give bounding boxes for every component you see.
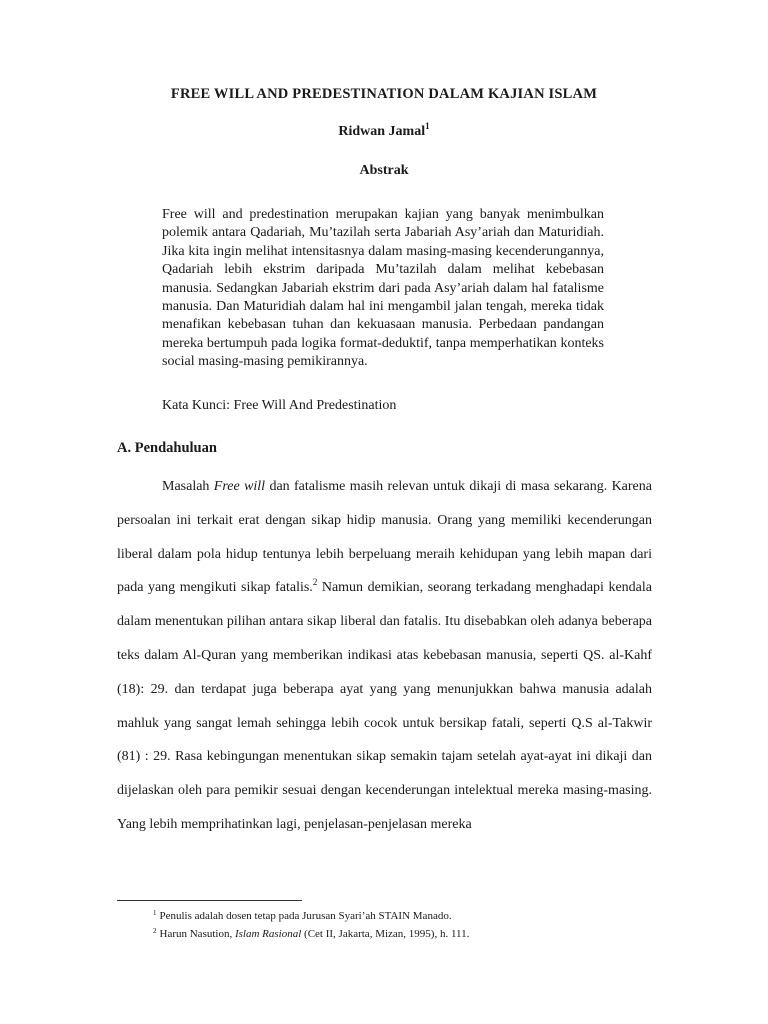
paper-title: FREE WILL AND PREDESTINATION DALAM KAJIAN ISLAM xyxy=(170,86,598,102)
footnote-1 xyxy=(153,906,469,924)
footnote-marker: 1 xyxy=(153,909,157,917)
footnote-text: Harun Nasution, xyxy=(159,927,235,940)
author-footnote-marker[interactable]: 1 xyxy=(425,121,430,131)
section-heading: A. Pendahuluan xyxy=(117,440,217,456)
author-name: Ridwan Jamal xyxy=(338,124,426,139)
body-paragraph xyxy=(117,470,652,842)
footnote-divider xyxy=(117,900,302,901)
body-text-part: Namun demikian, seorang terkadang menghadapi kendala dalam menentukan pilihan antara sikap liberal dan fatalis. Itu disebabkan oleh adanya beberapa teks dalam Al-Quran yang memberikan indikasi atas kebebasan manusia, seperti QS. al-Kahf (18): 29. dan terdapat juga beberapa ayat yang yang menunjukkan bahwa manusia adalah mahluk yang sangat lemah sehingga lebih cocok untuk bersikap fatali, seperti Q.S al-Takwir (81) : 29. Rasa kebingungan menentukan sikap semakin tajam setelah ayat-ayat ini dikaji dan dijelaskan oleh para pemikir sesuai dengan kecenderungan intelektual mereka masing-masing. Yang lebih memprihatinkan lagi, penjelasan-penjelasan mereka xyxy=(117,580,652,832)
footnote-reference[interactable]: 2 xyxy=(312,577,318,588)
footnote-2 xyxy=(153,924,469,942)
footnotes xyxy=(153,906,469,941)
footnote-book-title: Islam Rasional xyxy=(234,927,302,940)
footnote-text: (Cet II, Jakarta, Mizan, 1995), h. 111. xyxy=(301,927,470,940)
footnote-text: Penulis adalah dosen tetap pada Jurusan Syari’ah STAIN Manado. xyxy=(159,910,452,922)
abstract-heading: Abstrak xyxy=(359,163,409,178)
body-text-part: dan fatalisme masih relevan untuk dikaji di masa sekarang. Karena persoalan ini terkait erat dengan sikap hidip manusia. Orang yang memiliki kecenderungan liberal dalam pola hidup tentunya lebih berpeluang meraih kehidupan yang lebih mapan dari pada yang mengikuti sikap fatalis. xyxy=(117,479,652,596)
author-line xyxy=(0,121,768,140)
keywords: Kata Kunci: Free Will And Predestination xyxy=(162,398,397,413)
body-text-part: Masalah xyxy=(162,479,214,494)
abstract-text: Free will and predestination merupakan kajian yang banyak menimbulkan polemik antara Qadariah, Mu’tazilah serta Jabariah Asy’ariah dan Maturidiah. Jika kita ingin melihat intensitasnya dalam masing-masing kecenderungannya, Qadariah lebih ekstrim daripada Mu’tazilah dalam melihat kebebasan manusia. Sedangkan Jabariah ekstrim dari pada Asy’ariah dalam hal fatalisme manusia. Dan Maturidiah dalam hal ini mengambil jalan tengah, mereka tidak menafikan kebebasan tuhan dan kekuasaan manusia. Perbedaan pandangan mereka bertumpuh pada logika format-deduktif, tanpa memperhatikan konteks social masing-masing pemikirannya. xyxy=(162,207,604,370)
body-italic-term: Free will xyxy=(213,479,266,494)
footnote-marker: 2 xyxy=(153,926,157,935)
